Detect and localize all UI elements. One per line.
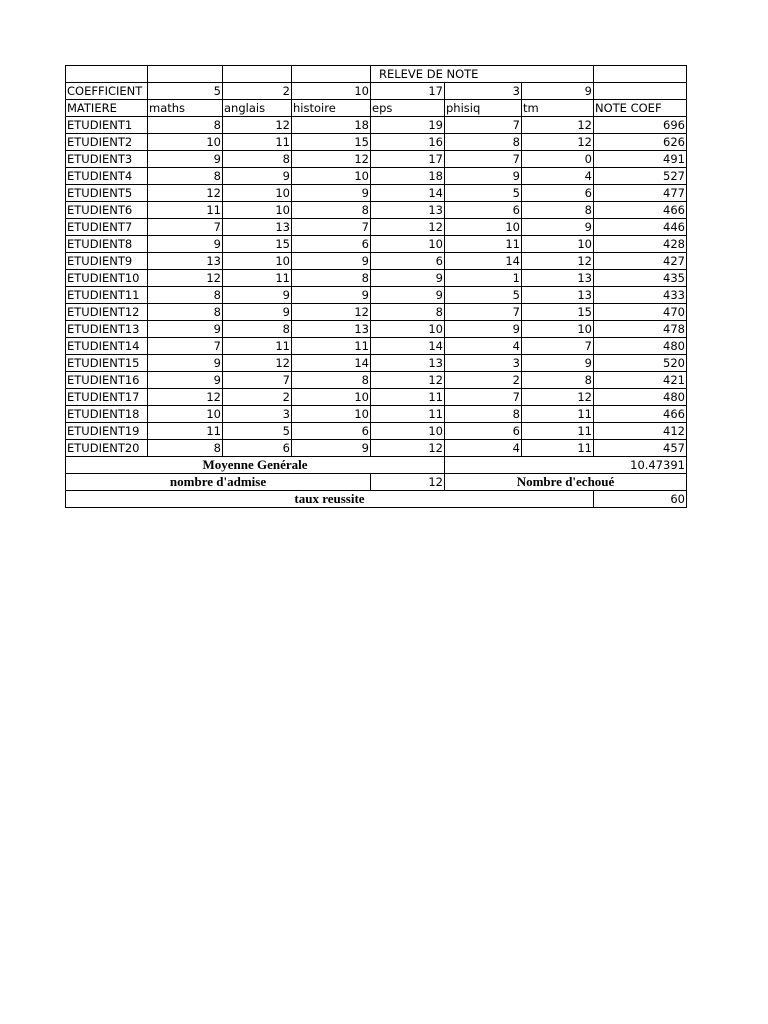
grade-cell: 9 — [223, 168, 292, 185]
student-name: ETUDIENT6 — [66, 202, 148, 219]
grade-cell: 12 — [223, 355, 292, 372]
admise-value: 12 — [371, 474, 445, 491]
student-name: ETUDIENT2 — [66, 134, 148, 151]
grade-cell: 11 — [522, 406, 594, 423]
admise-row — [66, 474, 687, 491]
coefficient-row — [66, 83, 687, 100]
grade-cell: 10 — [292, 406, 371, 423]
grade-cell: 11 — [292, 338, 371, 355]
table-row — [66, 185, 687, 202]
grade-cell: 13 — [148, 253, 223, 270]
echoue-label: Nombre d'echoué — [445, 474, 687, 491]
grade-cell: 7 — [148, 219, 223, 236]
grade-cell: 1 — [445, 270, 522, 287]
grade-cell: 9 — [223, 304, 292, 321]
grade-cell: 15 — [522, 304, 594, 321]
student-name: ETUDIENT17 — [66, 389, 148, 406]
taux-value: 60 — [594, 491, 687, 508]
note-coef-header: NOTE COEF — [594, 100, 687, 117]
student-name: ETUDIENT7 — [66, 219, 148, 236]
moyenne-value: 10.47391 — [445, 457, 687, 474]
note-coef-cell: 421 — [594, 372, 687, 389]
grade-cell: 3 — [445, 355, 522, 372]
grade-cell: 10 — [148, 406, 223, 423]
grade-cell: 9 — [292, 287, 371, 304]
grade-cell: 12 — [522, 389, 594, 406]
table-row — [66, 287, 687, 304]
note-coef-cell: 696 — [594, 117, 687, 134]
table-row — [66, 321, 687, 338]
grade-cell: 12 — [148, 185, 223, 202]
grade-cell: 7 — [445, 117, 522, 134]
student-name: ETUDIENT1 — [66, 117, 148, 134]
grade-cell: 4 — [522, 168, 594, 185]
moyenne-row — [66, 457, 687, 474]
table-row — [66, 372, 687, 389]
student-name: ETUDIENT15 — [66, 355, 148, 372]
grade-cell: 9 — [148, 151, 223, 168]
grade-cell: 9 — [148, 321, 223, 338]
grade-cell: 12 — [148, 270, 223, 287]
grade-cell: 8 — [445, 406, 522, 423]
table-row — [66, 355, 687, 372]
title-row — [66, 66, 687, 83]
grade-cell: 10 — [223, 185, 292, 202]
grade-cell: 9 — [371, 287, 445, 304]
grade-cell: 12 — [148, 389, 223, 406]
grade-cell: 6 — [292, 236, 371, 253]
coefficient-cell: 3 — [445, 83, 522, 100]
student-name: ETUDIENT10 — [66, 270, 148, 287]
note-coef-cell: 433 — [594, 287, 687, 304]
grade-cell: 7 — [445, 304, 522, 321]
table-row — [66, 270, 687, 287]
grade-cell: 11 — [148, 423, 223, 440]
table-row — [66, 202, 687, 219]
grade-cell: 7 — [292, 219, 371, 236]
student-name: ETUDIENT13 — [66, 321, 148, 338]
table-row — [66, 338, 687, 355]
admise-label: nombre d'admise — [66, 474, 371, 491]
grade-cell: 8 — [292, 372, 371, 389]
grade-cell: 12 — [292, 304, 371, 321]
note-coef-cell: 427 — [594, 253, 687, 270]
grade-cell: 11 — [223, 134, 292, 151]
student-name: ETUDIENT5 — [66, 185, 148, 202]
grade-cell: 18 — [292, 117, 371, 134]
note-coef-cell: 527 — [594, 168, 687, 185]
moyenne-label: Moyenne Genérale — [66, 457, 445, 474]
taux-row — [66, 491, 687, 508]
subject-header: histoire — [292, 100, 371, 117]
grade-cell: 6 — [292, 423, 371, 440]
grade-cell: 8 — [148, 287, 223, 304]
student-name: ETUDIENT18 — [66, 406, 148, 423]
subject-header: tm — [522, 100, 594, 117]
grade-cell: 11 — [522, 440, 594, 457]
grade-cell: 9 — [292, 440, 371, 457]
grade-cell: 8 — [445, 134, 522, 151]
table-row — [66, 440, 687, 457]
grade-cell: 8 — [223, 151, 292, 168]
grade-cell: 9 — [522, 219, 594, 236]
grade-cell: 7 — [522, 338, 594, 355]
student-name: ETUDIENT3 — [66, 151, 148, 168]
grade-cell: 10 — [522, 236, 594, 253]
grade-cell: 9 — [148, 236, 223, 253]
table-row — [66, 389, 687, 406]
table-row — [66, 168, 687, 185]
grade-cell: 8 — [223, 321, 292, 338]
coefficient-cell: 5 — [148, 83, 223, 100]
table-row — [66, 151, 687, 168]
grade-cell: 8 — [292, 202, 371, 219]
note-coef-cell: 466 — [594, 202, 687, 219]
grade-cell: 12 — [223, 117, 292, 134]
note-coef-cell: 626 — [594, 134, 687, 151]
grade-cell: 12 — [522, 117, 594, 134]
grade-cell: 5 — [223, 423, 292, 440]
table-row — [66, 304, 687, 321]
table-row — [66, 219, 687, 236]
grade-cell: 18 — [371, 168, 445, 185]
grade-cell: 9 — [445, 168, 522, 185]
grade-cell: 9 — [148, 372, 223, 389]
table-row — [66, 406, 687, 423]
subject-header: maths — [148, 100, 223, 117]
coefficient-cell: 2 — [223, 83, 292, 100]
grade-cell: 9 — [148, 355, 223, 372]
note-coef-cell: 480 — [594, 389, 687, 406]
note-coef-cell: 435 — [594, 270, 687, 287]
coefficient-cell: 9 — [522, 83, 594, 100]
grade-cell: 7 — [445, 389, 522, 406]
note-coef-cell: 478 — [594, 321, 687, 338]
note-coef-cell: 412 — [594, 423, 687, 440]
report-title: RELEVE DE NOTE — [371, 66, 594, 83]
grade-cell: 12 — [522, 134, 594, 151]
grade-cell: 8 — [148, 117, 223, 134]
grade-cell: 6 — [445, 423, 522, 440]
grade-cell: 10 — [371, 423, 445, 440]
grade-cell: 6 — [223, 440, 292, 457]
grade-cell: 10 — [223, 253, 292, 270]
student-name: ETUDIENT9 — [66, 253, 148, 270]
grade-cell: 0 — [522, 151, 594, 168]
subject-header: phisiq — [445, 100, 522, 117]
grade-cell: 19 — [371, 117, 445, 134]
grade-cell: 10 — [223, 202, 292, 219]
grade-cell: 9 — [292, 253, 371, 270]
student-name: ETUDIENT20 — [66, 440, 148, 457]
grade-cell: 12 — [371, 372, 445, 389]
grade-cell: 14 — [445, 253, 522, 270]
grade-cell: 2 — [445, 372, 522, 389]
grade-cell: 8 — [148, 168, 223, 185]
grade-cell: 11 — [371, 406, 445, 423]
grade-cell: 11 — [522, 423, 594, 440]
grade-cell: 10 — [292, 389, 371, 406]
grade-cell: 8 — [522, 202, 594, 219]
student-name: ETUDIENT19 — [66, 423, 148, 440]
grade-cell: 10 — [148, 134, 223, 151]
grade-cell: 10 — [445, 219, 522, 236]
grade-cell: 8 — [148, 440, 223, 457]
grade-cell: 3 — [223, 406, 292, 423]
grade-cell: 11 — [371, 389, 445, 406]
note-coef-cell: 520 — [594, 355, 687, 372]
grade-cell: 13 — [223, 219, 292, 236]
grade-cell: 8 — [292, 270, 371, 287]
coefficient-cell: 17 — [371, 83, 445, 100]
note-coef-cell: 470 — [594, 304, 687, 321]
grade-cell: 9 — [223, 287, 292, 304]
grade-cell: 13 — [371, 355, 445, 372]
grade-cell: 8 — [371, 304, 445, 321]
note-coef-cell: 477 — [594, 185, 687, 202]
table-row — [66, 134, 687, 151]
grade-cell: 5 — [445, 287, 522, 304]
coefficient-cell: 10 — [292, 83, 371, 100]
grade-cell: 12 — [522, 253, 594, 270]
grade-cell: 10 — [371, 321, 445, 338]
grade-cell: 9 — [445, 321, 522, 338]
grade-cell: 14 — [371, 185, 445, 202]
student-name: ETUDIENT16 — [66, 372, 148, 389]
grade-cell: 9 — [522, 355, 594, 372]
taux-label: taux reussite — [66, 491, 594, 508]
student-name: ETUDIENT12 — [66, 304, 148, 321]
grade-cell: 10 — [371, 236, 445, 253]
grade-cell: 12 — [292, 151, 371, 168]
note-coef-cell: 428 — [594, 236, 687, 253]
grade-cell: 14 — [371, 338, 445, 355]
matiere-label: MATIERE — [66, 100, 148, 117]
grade-cell: 4 — [445, 338, 522, 355]
grade-cell: 9 — [371, 270, 445, 287]
grade-cell: 11 — [223, 338, 292, 355]
grade-cell: 6 — [522, 185, 594, 202]
student-name: ETUDIENT4 — [66, 168, 148, 185]
note-coef-cell: 466 — [594, 406, 687, 423]
grade-cell: 13 — [371, 202, 445, 219]
note-coef-cell: 457 — [594, 440, 687, 457]
grade-cell: 16 — [371, 134, 445, 151]
grade-cell: 12 — [371, 440, 445, 457]
grade-cell: 11 — [223, 270, 292, 287]
coefficient-empty-cell — [594, 83, 687, 100]
grade-cell: 6 — [371, 253, 445, 270]
grade-report-table — [65, 65, 687, 508]
grade-cell: 7 — [223, 372, 292, 389]
subject-header: eps — [371, 100, 445, 117]
grade-cell: 11 — [445, 236, 522, 253]
student-name: ETUDIENT14 — [66, 338, 148, 355]
subject-header: anglais — [223, 100, 292, 117]
grade-cell: 15 — [292, 134, 371, 151]
grade-cell: 11 — [148, 202, 223, 219]
coefficient-label: COEFFICIENT — [66, 83, 148, 100]
note-coef-cell: 491 — [594, 151, 687, 168]
table-row — [66, 236, 687, 253]
grade-cell: 6 — [445, 202, 522, 219]
table-row — [66, 423, 687, 440]
grade-cell: 2 — [223, 389, 292, 406]
grade-cell: 13 — [292, 321, 371, 338]
student-name: ETUDIENT11 — [66, 287, 148, 304]
subject-header-row — [66, 100, 687, 117]
grade-cell: 17 — [371, 151, 445, 168]
note-coef-cell: 480 — [594, 338, 687, 355]
grade-cell: 14 — [292, 355, 371, 372]
table-row — [66, 253, 687, 270]
grade-cell: 7 — [148, 338, 223, 355]
grade-cell: 13 — [522, 287, 594, 304]
grade-cell: 4 — [445, 440, 522, 457]
grade-cell: 12 — [371, 219, 445, 236]
grade-cell: 9 — [292, 185, 371, 202]
grade-cell: 8 — [522, 372, 594, 389]
grade-cell: 5 — [445, 185, 522, 202]
grade-cell: 10 — [292, 168, 371, 185]
grade-cell: 8 — [148, 304, 223, 321]
table-row — [66, 117, 687, 134]
student-name: ETUDIENT8 — [66, 236, 148, 253]
title-spacer-cell — [66, 66, 148, 83]
grade-cell: 15 — [223, 236, 292, 253]
note-coef-cell: 446 — [594, 219, 687, 236]
grade-cell: 7 — [445, 151, 522, 168]
grade-cell: 13 — [522, 270, 594, 287]
grade-cell: 10 — [522, 321, 594, 338]
